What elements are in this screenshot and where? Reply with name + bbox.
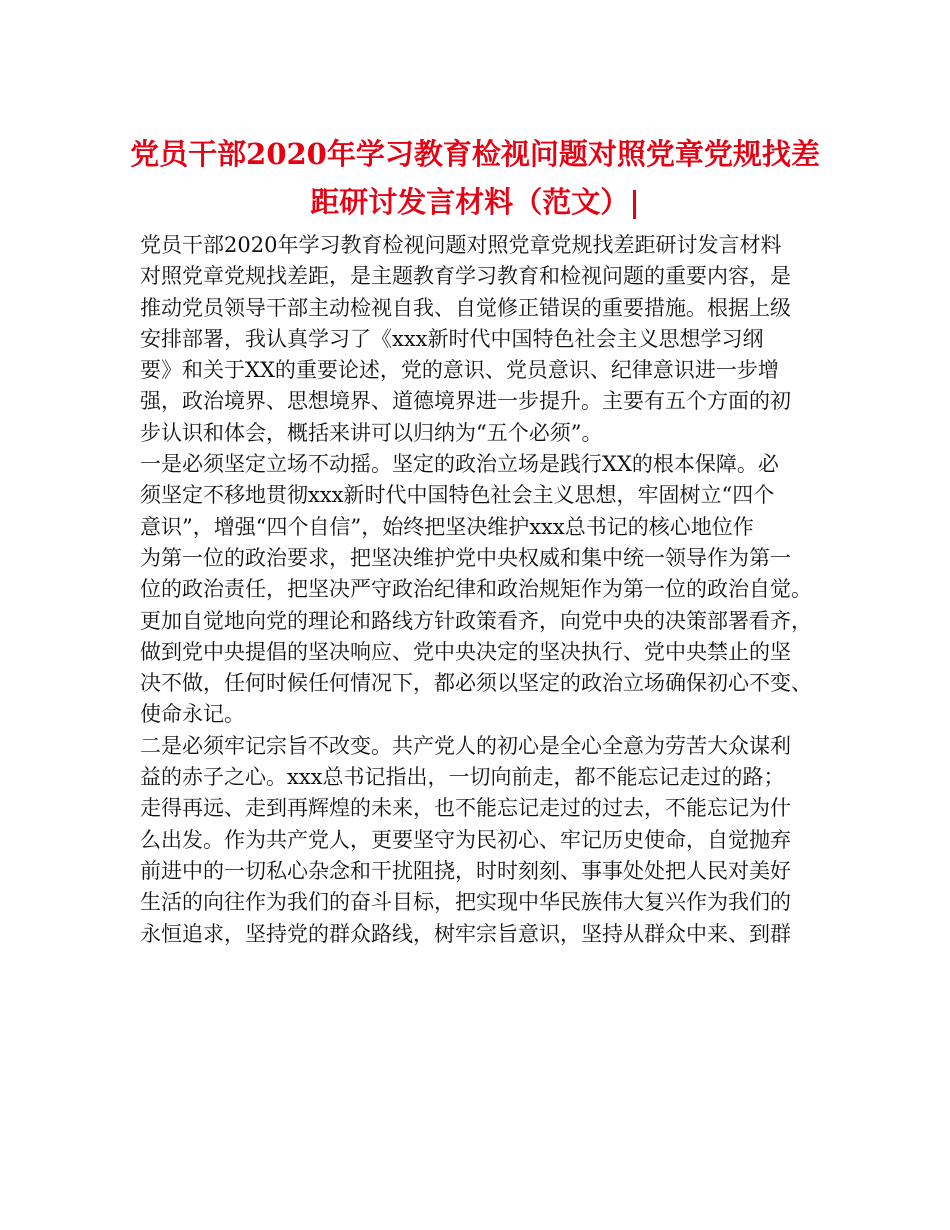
body-line: 强，政治境界、思想境界、道德境界进一步提升。主要有五个方面的初 xyxy=(140,389,791,414)
body-line: 须坚定不移地贯彻xxx新时代中国特色社会主义思想，牢固树立“四个 xyxy=(140,483,775,508)
body-line: 更加自觉地向党的理论和路线方针政策看齐，向党中央的决策部署看齐， xyxy=(140,608,812,633)
body-line: 使命永记。 xyxy=(140,702,245,727)
document-title-line-2: 距研讨发言材料（范文）| xyxy=(310,185,640,219)
body-line: 永恒追求，坚持党的群众路线，树牢宗旨意识，坚持从群众中来、到群 xyxy=(140,921,791,946)
body-line: 推动党员领导干部主动检视自我、自觉修正错误的重要措施。根据上级 xyxy=(140,295,791,320)
body-line: 位的政治责任，把坚决严守政治纪律和政治规矩作为第一位的政治自觉。 xyxy=(140,577,812,602)
body-line: 一是必须坚定立场不动摇。坚定的政治立场是践行XX的根本保障。必 xyxy=(140,452,779,477)
body-line: 安排部署，我认真学习了《xxx新时代中国特色社会主义思想学习纲 xyxy=(140,326,764,351)
body-line: 要》和关于XX的重要论述，党的意识、党员意识、纪律意识进一步增 xyxy=(140,358,779,383)
body-line: 益的赤子之心。xxx总书记指出，一切向前走，都不能忘记走过的路； xyxy=(140,765,785,790)
document-body xyxy=(140,230,830,950)
body-line: 对照党章党规找差距，是主题教育学习教育和检视问题的重要内容，是 xyxy=(140,264,791,289)
body-line: 步认识和体会，概括来讲可以归纳为“五个必须”。 xyxy=(140,420,603,445)
body-line: 决不做，任何时候任何情况下，都必须以坚定的政治立场确保初心不变、 xyxy=(140,671,812,696)
body-line: 为第一位的政治要求，把坚决维护党中央权威和集中统一领导作为第一 xyxy=(140,545,791,570)
body-line: 生活的向往作为我们的奋斗目标，把实现中华民族伟大复兴作为我们的 xyxy=(140,890,791,915)
document-title-line-1: 党员干部2020年学习教育检视问题对照党章党规找差 xyxy=(130,137,820,171)
body-line: 党员干部2020年学习教育检视问题对照党章党规找差距研讨发言材料 xyxy=(140,233,782,257)
body-line: 走得再远、走到再辉煌的未来，也不能忘记走过的过去，不能忘记为什 xyxy=(140,796,791,821)
body-line: 二是必须牢记宗旨不改变。共产党人的初心是全心全意为劳苦大众谋利 xyxy=(140,733,791,758)
body-line: 做到党中央提倡的坚决响应、党中央决定的坚决执行、党中央禁止的坚 xyxy=(140,639,791,664)
body-line: 前进中的一切私心杂念和干扰阻挠，时时刻刻、事事处处把人民对美好 xyxy=(140,858,791,883)
body-line: 意识”，增强“四个自信”，始终把坚决维护xxx总书记的核心地位作 xyxy=(140,514,754,539)
body-line: 么出发。作为共产党人，更要坚守为民初心、牢记历史使命，自觉抛弃 xyxy=(140,827,791,852)
